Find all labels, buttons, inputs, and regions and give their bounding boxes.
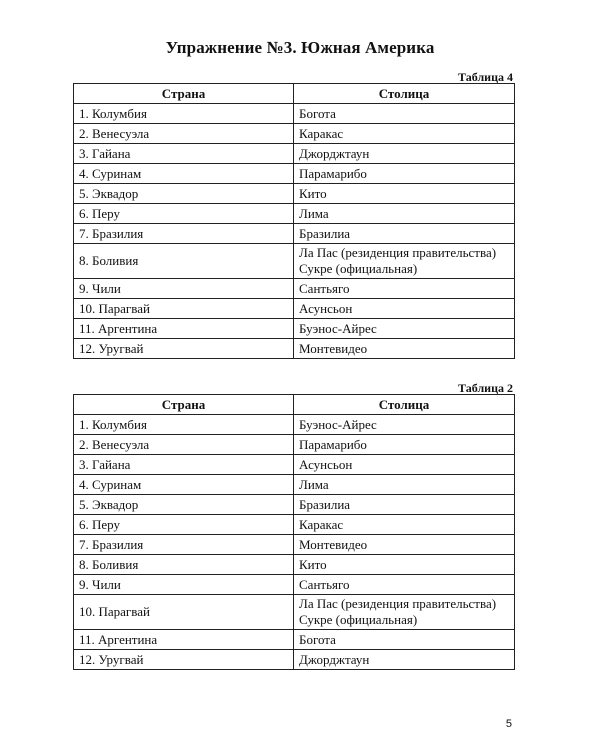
table2-header-country: Страна (74, 395, 294, 415)
capital-cell: Ла Пас (резиденция правительства) Сукре (официальная) (294, 595, 515, 630)
table-row (74, 144, 515, 164)
capital-cell: Сантьяго (294, 279, 515, 299)
table1-header-row (74, 84, 515, 104)
country-cell: 11. Аргентина (74, 630, 294, 650)
capital-cell: Каракас (294, 515, 515, 535)
capital-cell: Кито (294, 555, 515, 575)
capital-cell: Сантьяго (294, 575, 515, 595)
table-row (74, 224, 515, 244)
country-cell: 7. Бразилия (74, 224, 294, 244)
country-cell: 1. Колумбия (74, 415, 294, 435)
capital-cell: Богота (294, 630, 515, 650)
table2 (73, 394, 515, 670)
table-row (74, 595, 515, 630)
country-cell: 3. Гайана (74, 144, 294, 164)
table-row (74, 244, 515, 279)
country-cell: 10. Парагвай (74, 595, 294, 630)
table2-caption: Таблица 2 (458, 381, 513, 395)
capital-cell: Буэнос-Айрес (294, 415, 515, 435)
country-cell: 5. Эквадор (74, 495, 294, 515)
country-cell: 6. Перу (74, 204, 294, 224)
capital-cell: Монтевидео (294, 535, 515, 555)
table-row (74, 495, 515, 515)
table-row (74, 630, 515, 650)
table-row (74, 339, 515, 359)
capital-cell: Асунсьон (294, 299, 515, 319)
country-cell: 8. Боливия (74, 555, 294, 575)
table-row (74, 575, 515, 595)
capital-cell: Джорджтаун (294, 650, 515, 670)
table-row (74, 535, 515, 555)
table2-header-row (74, 395, 515, 415)
table1 (73, 83, 515, 359)
country-cell: 11. Аргентина (74, 319, 294, 339)
country-cell: 2. Венесуэла (74, 124, 294, 144)
table-row (74, 319, 515, 339)
capital-cell: Лима (294, 204, 515, 224)
table-row (74, 650, 515, 670)
table-row (74, 204, 515, 224)
table-row (74, 415, 515, 435)
capital-cell: Богота (294, 104, 515, 124)
table-row (74, 299, 515, 319)
table-row (74, 515, 515, 535)
table-row (74, 184, 515, 204)
capital-cell: Ла Пас (резиденция правительства) Сукре (официальная) (294, 244, 515, 279)
table-row (74, 455, 515, 475)
capital-cell: Каракас (294, 124, 515, 144)
table-row (74, 164, 515, 184)
country-cell: 1. Колумбия (74, 104, 294, 124)
capital-cell: Джорджтаун (294, 144, 515, 164)
table-row (74, 435, 515, 455)
capital-cell: Парамарибо (294, 164, 515, 184)
table-row (74, 555, 515, 575)
country-cell: 12. Уругвай (74, 650, 294, 670)
country-cell: 4. Суринам (74, 475, 294, 495)
capital-cell: Буэнос-Айрес (294, 319, 515, 339)
table1-header-capital: Столица (294, 84, 515, 104)
country-cell: 10. Парагвай (74, 299, 294, 319)
capital-cell: Монтевидео (294, 339, 515, 359)
capital-cell: Лима (294, 475, 515, 495)
country-cell: 2. Венесуэла (74, 435, 294, 455)
table-row (74, 124, 515, 144)
capital-cell: Кито (294, 184, 515, 204)
page-title: Упражнение №3. Южная Америка (165, 38, 435, 57)
country-cell: 6. Перу (74, 515, 294, 535)
table-row (74, 104, 515, 124)
table2-header-capital: Столица (294, 395, 515, 415)
capital-cell: Парамарибо (294, 435, 515, 455)
country-cell: 9. Чили (74, 575, 294, 595)
capital-cell: Бразилиа (294, 224, 515, 244)
country-cell: 4. Суринам (74, 164, 294, 184)
country-cell: 8. Боливия (74, 244, 294, 279)
table1-caption: Таблица 4 (458, 70, 513, 84)
capital-cell: Асунсьон (294, 455, 515, 475)
country-cell: 5. Эквадор (74, 184, 294, 204)
country-cell: 9. Чили (74, 279, 294, 299)
country-cell: 12. Уругвай (74, 339, 294, 359)
country-cell: 7. Бразилия (74, 535, 294, 555)
table-row (74, 475, 515, 495)
capital-cell: Бразилиа (294, 495, 515, 515)
country-cell: 3. Гайана (74, 455, 294, 475)
table-row (74, 279, 515, 299)
page-number: 5 (505, 718, 512, 730)
table1-header-country: Страна (74, 84, 294, 104)
